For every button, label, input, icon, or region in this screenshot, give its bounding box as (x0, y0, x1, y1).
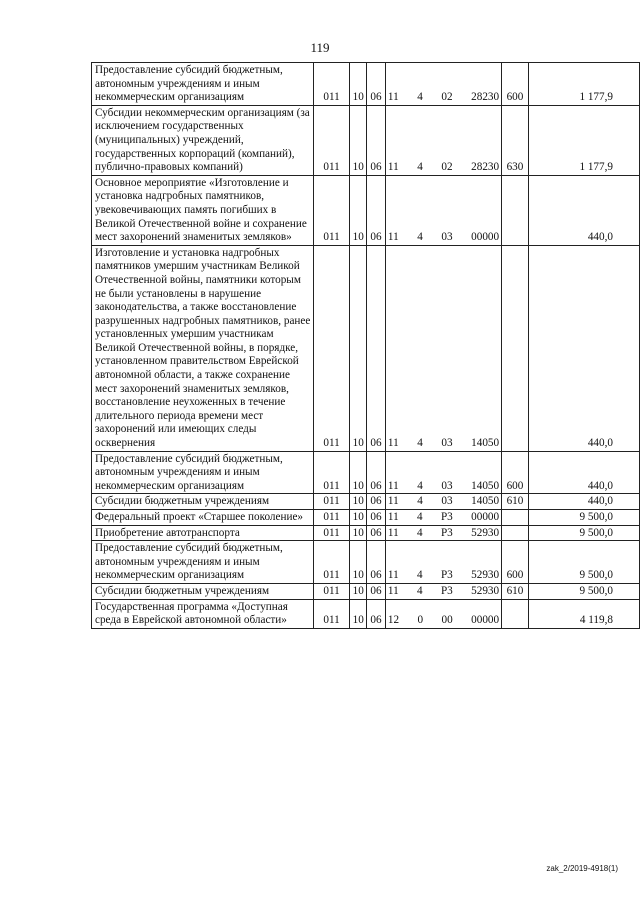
csr-part: 02 (441, 91, 453, 104)
target-article-parts (386, 161, 501, 175)
ministry-code: 011 (313, 541, 349, 584)
expense-type-code: 610 (502, 583, 529, 599)
section-code: 10 (350, 541, 367, 584)
target-article-code (385, 63, 501, 106)
target-article-parts (386, 231, 501, 245)
csr-part: 11 (387, 569, 399, 582)
ministry-code: 011 (313, 494, 349, 510)
amount: 440,0 (528, 494, 639, 510)
amount: 1 177,9 (528, 105, 639, 175)
target-article-code (385, 510, 501, 526)
document-code: zak_2/2019-4918(1) (546, 864, 618, 873)
expense-type-code (502, 525, 529, 541)
amount: 440,0 (528, 451, 639, 494)
row-name: Приобретение автотранспорта (92, 525, 314, 541)
target-article-parts (386, 585, 501, 599)
table-row (92, 510, 640, 526)
csr-part: 4 (417, 495, 423, 508)
section-code: 10 (350, 63, 367, 106)
csr-part: 03 (441, 437, 453, 450)
target-article-code (385, 494, 501, 510)
csr-part: Р3 (440, 584, 453, 597)
ministry-code: 011 (313, 245, 349, 451)
row-name: Предоставление субсидий бюджетным, автономным учреждениям и иным некоммерческим организациям (92, 541, 314, 584)
row-name: Основное мероприятие «Изготовление и установка надгробных памятников, увековечивающих память погибших в Великой Отечественной войне и сохранение мест захоронений знаменитых земляков» (92, 175, 314, 245)
ministry-code: 011 (313, 599, 349, 628)
csr-part: 4 (417, 91, 423, 104)
amount: 4 119,8 (528, 599, 639, 628)
section-code: 10 (350, 599, 367, 628)
csr-part: 03 (441, 231, 453, 244)
expense-type-code: 610 (502, 494, 529, 510)
table-row (92, 525, 640, 541)
subsection-code: 06 (367, 105, 386, 175)
csr-part: 4 (417, 569, 423, 582)
subsection-code: 06 (367, 175, 386, 245)
ministry-code: 011 (313, 525, 349, 541)
csr-part: 11 (387, 437, 399, 450)
ministry-code: 011 (313, 451, 349, 494)
csr-part: Р3 (440, 569, 453, 582)
csr-part: 03 (441, 495, 453, 508)
csr-part: 00000 (471, 614, 500, 627)
amount: 440,0 (528, 175, 639, 245)
subsection-code: 06 (367, 599, 386, 628)
csr-part: 11 (387, 479, 399, 492)
target-article-code (385, 583, 501, 599)
row-name: Предоставление субсидий бюджетным, автономным учреждениям и иным некоммерческим организациям (92, 63, 314, 106)
section-code: 10 (350, 175, 367, 245)
target-article-code (385, 525, 501, 541)
amount: 1 177,9 (528, 63, 639, 106)
row-name: Изготовление и установка надгробных памятников умершим участникам Великой Отечественной войны, памятники которым не были установлены в нарушение законодательства, а также восстановление разрушенных надгробных памятников, ранее установленных умершим участникам Великой Отечественной войны, в порядке, установленном правительством Еврейской автономной области, а также сохранение мест захоронений знаменитых земляков, восстановление неухоженных в течение длительного периода времени мест захоронений или имеющих следы осквернения (92, 245, 314, 451)
csr-part: 11 (387, 231, 399, 244)
table-row (92, 583, 640, 599)
row-name: Субсидии некоммерческим организациям (за исключением государственных (муниципальных) учреждений, государственных корпораций (компаний), публично-правовых компаний) (92, 105, 314, 175)
csr-part: 4 (417, 437, 423, 450)
subsection-code: 06 (367, 245, 386, 451)
table-row (92, 63, 640, 106)
csr-part: 4 (417, 584, 423, 597)
csr-part: 11 (387, 526, 399, 539)
csr-part: 11 (387, 495, 399, 508)
target-article-parts (386, 495, 501, 509)
csr-part: 00000 (471, 511, 500, 523)
budget-table (91, 62, 640, 629)
csr-part: 52930 (471, 569, 500, 582)
row-name: Предоставление субсидий бюджетным, автономным учреждениям и иным некоммерческим организациям (92, 451, 314, 494)
expense-type-code: 600 (502, 541, 529, 584)
csr-part: 28230 (471, 161, 500, 174)
amount: 9 500,0 (528, 510, 639, 526)
section-code: 10 (350, 525, 367, 541)
target-article-parts (386, 569, 501, 583)
row-name: Федеральный проект «Старшее поколение» (92, 510, 314, 526)
expense-type-code: 630 (502, 105, 529, 175)
csr-part: 12 (387, 614, 400, 627)
expense-type-code: 600 (502, 451, 529, 494)
table-row (92, 105, 640, 175)
expense-type-code (502, 175, 529, 245)
csr-part: Р3 (440, 526, 453, 539)
table-row (92, 245, 640, 451)
target-article-code (385, 541, 501, 584)
target-article-code (385, 599, 501, 628)
ministry-code: 011 (313, 63, 349, 106)
target-article-parts (386, 527, 501, 541)
amount: 440,0 (528, 245, 639, 451)
csr-part: 28230 (471, 91, 500, 104)
section-code: 10 (350, 583, 367, 599)
target-article-code (385, 451, 501, 494)
csr-part: 4 (417, 511, 423, 523)
row-name: Субсидии бюджетным учреждениям (92, 494, 314, 510)
ministry-code: 011 (313, 175, 349, 245)
table-row (92, 175, 640, 245)
target-article-parts (386, 480, 501, 494)
ministry-code: 011 (313, 583, 349, 599)
csr-part: 4 (417, 161, 423, 174)
target-article-parts (386, 614, 501, 628)
target-article-parts (386, 91, 501, 105)
target-article-parts (386, 511, 501, 525)
subsection-code: 06 (367, 63, 386, 106)
csr-part: 14050 (471, 479, 500, 492)
ministry-code: 011 (313, 105, 349, 175)
csr-part: 11 (387, 161, 399, 174)
subsection-code: 06 (367, 583, 386, 599)
subsection-code: 06 (367, 541, 386, 584)
csr-part: 14050 (471, 437, 500, 450)
row-name: Государственная программа «Доступная среда в Еврейской автономной области» (92, 599, 314, 628)
csr-part: 4 (417, 479, 423, 492)
expense-type-code (502, 245, 529, 451)
amount: 9 500,0 (528, 525, 639, 541)
section-code: 10 (350, 494, 367, 510)
amount: 9 500,0 (528, 541, 639, 584)
section-code: 10 (350, 510, 367, 526)
table-row (92, 494, 640, 510)
subsection-code: 06 (367, 510, 386, 526)
table-row (92, 599, 640, 628)
csr-part: 0 (417, 614, 424, 627)
csr-part: 4 (417, 526, 423, 539)
csr-part: 00 (441, 614, 453, 627)
csr-part: Р3 (440, 511, 453, 523)
csr-part: 02 (441, 161, 453, 174)
subsection-code: 06 (367, 451, 386, 494)
csr-part: 00000 (471, 231, 500, 244)
page-number: 119 (310, 40, 330, 55)
expense-type-code (502, 599, 529, 628)
target-article-code (385, 105, 501, 175)
subsection-code: 06 (367, 494, 386, 510)
target-article-parts (386, 437, 501, 451)
section-code: 10 (350, 105, 367, 175)
ministry-code: 011 (313, 510, 349, 526)
csr-part: 4 (417, 231, 423, 244)
section-code: 10 (350, 245, 367, 451)
amount: 9 500,0 (528, 583, 639, 599)
csr-part: 52930 (471, 584, 500, 597)
table-row (92, 541, 640, 584)
row-name: Субсидии бюджетным учреждениям (92, 583, 314, 599)
csr-part: 14050 (471, 495, 500, 508)
expense-type-code (502, 510, 529, 526)
target-article-code (385, 175, 501, 245)
csr-part: 11 (387, 91, 399, 104)
csr-part: 03 (441, 479, 453, 492)
csr-part: 52930 (471, 526, 500, 539)
table-row (92, 451, 640, 494)
csr-part: 11 (387, 511, 399, 523)
target-article-code (385, 245, 501, 451)
section-code: 10 (350, 451, 367, 494)
csr-part: 11 (387, 584, 399, 597)
expense-type-code: 600 (502, 63, 529, 106)
subsection-code: 06 (367, 525, 386, 541)
